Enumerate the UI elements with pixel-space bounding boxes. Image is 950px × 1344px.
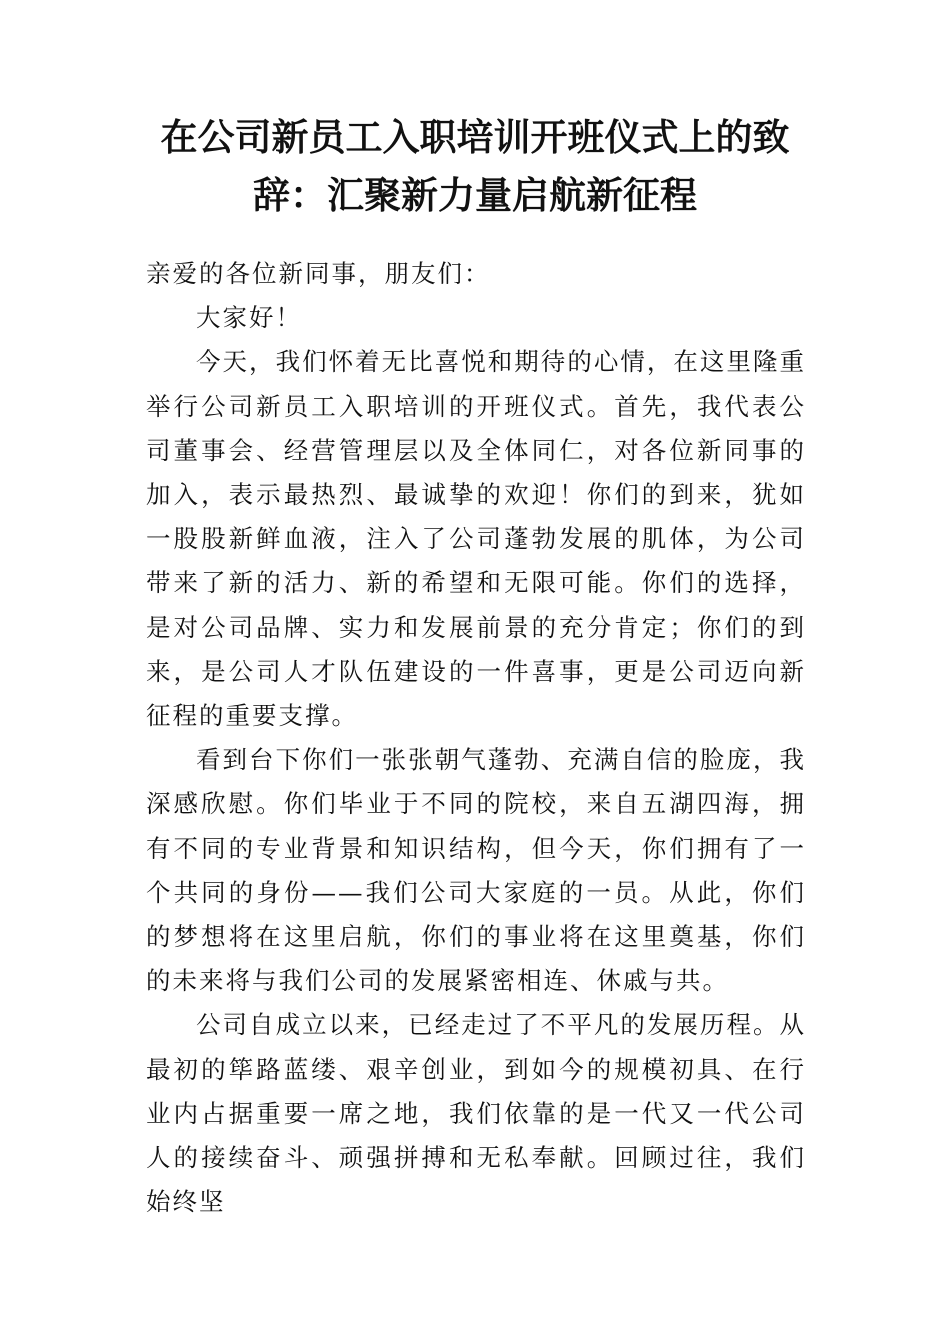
title-line-1: 在公司新员工入职培训开班仪式上的致	[160, 115, 790, 159]
paragraph-3: 公司自成立以来，已经走过了不平凡的发展历程。从最初的筚路蓝缕、艰辛创业，到如今的规模初具、在行业内占据重要一席之地，我们依靠的是一代又一代公司人的接续奋斗、顽强拼搏和无私奉献。回顾过往，我们始终坚	[146, 1010, 806, 1217]
paragraph-2: 看到台下你们一张张朝气蓬勃、充满自信的脸庞，我深感欣慰。你们毕业于不同的院校，来自五湖四海，拥有不同的专业背景和知识结构，但今天，你们拥有了一个共同的身份——我们公司大家庭的一员。从此，你们的梦想将在这里启航，你们的事业将在这里奠基，你们的未来将与我们公司的发展紧密相连、休戚与共。	[146, 745, 806, 996]
salutation: 亲爱的各位新同事，朋友们：	[146, 259, 491, 288]
paragraph-1: 今天，我们怀着无比喜悦和期待的心情，在这里隆重举行公司新员工入职培训的开班仪式。首先，我代表公司董事会、经营管理层以及全体同仁，对各位新同事的加入，表示最热烈、最诚挚的欢迎！你们的到来，犹如一股股新鲜血液，注入了公司蓬勃发展的肌体，为公司带来了新的活力、新的希望和无限可能。你们的选择，是对公司品牌、实力和发展前景的充分肯定；你们的到来，是公司人才队伍建设的一件喜事，更是公司迈向新征程的重要支撑。	[146, 347, 806, 731]
title-line-2: 辞：汇聚新力量启航新征程	[253, 173, 697, 217]
document-title	[150, 108, 800, 224]
document-body	[146, 252, 806, 1224]
greeting: 大家好！	[196, 303, 302, 333]
